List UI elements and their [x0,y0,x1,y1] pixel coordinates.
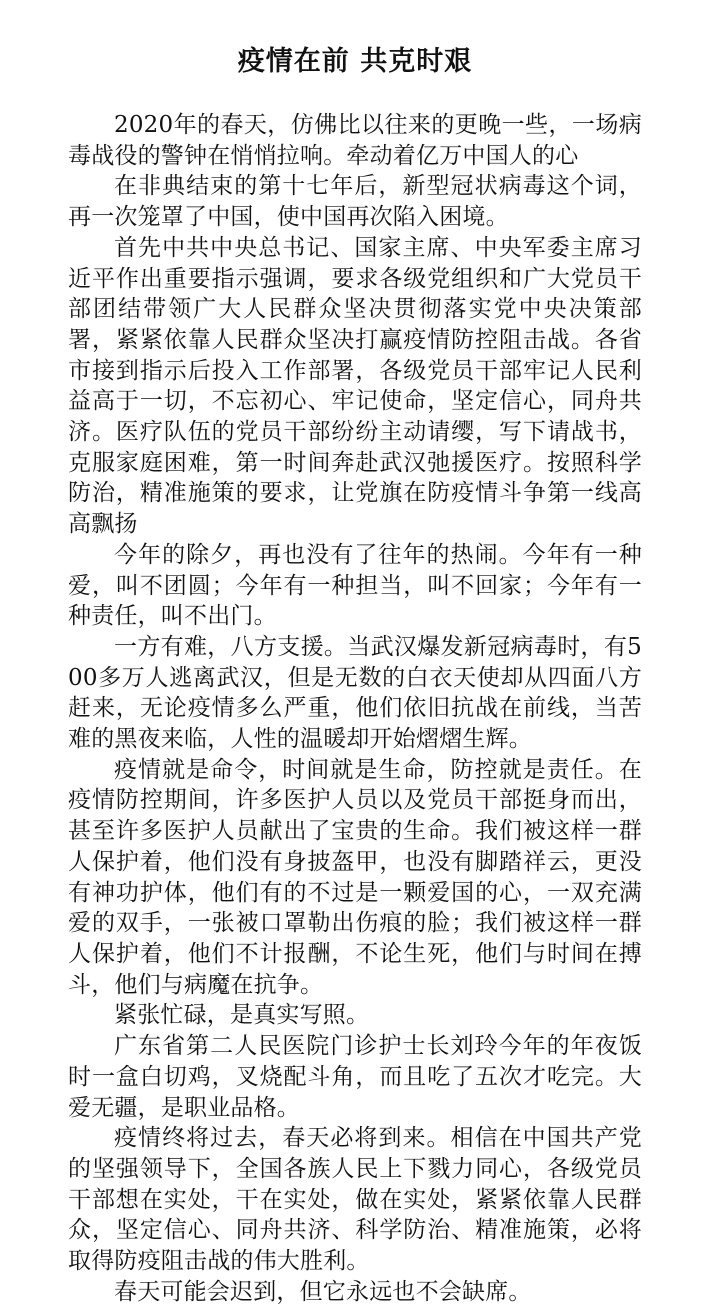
paragraph-5: 一方有难，八方支援。当武汉爆发新冠病毒时，有500多万人逃离武汉，但是无数的白衣天使却从四面八方赶来，无论疫情多么严重，他们依旧抗战在前线，当苦难的黑夜来临，人性的温暖却开始熠熠生辉。 [68,633,642,753]
paragraph-7: 紧张忙碌，是真实写照。 [114,1002,370,1029]
paragraph-10: 春天可能会迟到，但它永远也不会缺席。 [114,1278,532,1305]
paragraph-2: 在非典结束的第十七年后，新型冠状病毒这个词，再一次笼罩了中国，使中国再次陷入困境。 [68,173,642,231]
paragraph-9: 疫情终将过去，春天必将到来。相信在中国共产党的坚强领导下，全国各族人民上下戮力同心，各级党员干部想在实处，干在实处，做在实处，紧紧依靠人民群众，坚定信心、同舟共济、科学防治、精准施策，必将取得防疫阻击战的伟大胜利。 [68,1125,642,1275]
article-body [68,110,642,1307]
paragraph-6: 疫情就是命令，时间就是生命，防控就是责任。在疫情防控期间，许多医护人员以及党员干部挺身而出，甚至许多医护人员献出了宝贵的生命。我们被这样一群人保护着，他们没有身披盔甲，也没有脚踏祥云，更没有神功护体，他们有的不过是一颗爱国的心，一双充满爱的双手，一张被口罩勒出伤痕的脸；我们被这样一群人保护着，他们不计报酬，不论生死，他们与时间在搏斗，他们与病魔在抗争。 [68,756,642,998]
paragraph-4: 今年的除夕，再也没有了往年的热闹。今年有一种爱，叫不团圆；今年有一种担当，叫不回家；今年有一种责任，叫不出门。 [68,541,642,630]
paragraph-3: 首先中共中央总书记、国家主席、中央军委主席习近平作出重要指示强调，要求各级党组织和广大党员干部团结带领广大人民群众坚决贯彻落实党中央决策部署，紧紧依靠人民群众坚决打赢疫情防控阻击战。各省市接到指示后投入工作部署，各级党员干部牢记人民利益高于一切，不忘初心、牢记使命，坚定信心，同舟共济。医疗队伍的党员干部纷纷主动请缨，写下请战书，克服家庭困难，第一时间奔赴武汉弛援医疗。按照科学防治，精准施策的要求，让党旗在防疫情斗争第一线高高飘扬 [68,234,642,538]
article-title: 疫情在前 共克时艰 [237,46,473,77]
paragraph-1: 2020年的春天，仿佛比以往来的更晚一些，一场病毒战役的警钟在悄悄拉响。牵动着亿万中国人的心 [68,112,642,169]
paragraph-8: 广东省第二人民医院门诊护士长刘玲今年的年夜饭时一盒白切鸡，叉烧配斗角，而且吃了五次才吃完。大爱无疆，是职业品格。 [68,1033,642,1121]
